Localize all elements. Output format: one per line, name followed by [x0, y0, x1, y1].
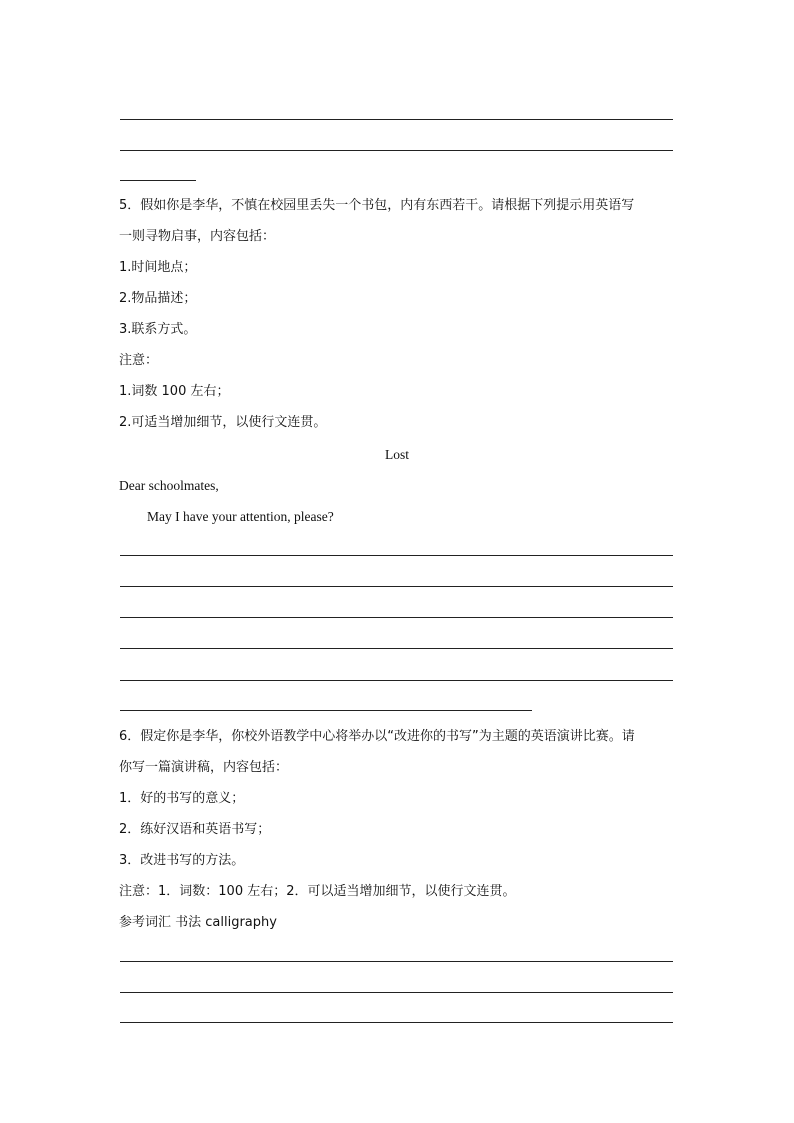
- q5-note-label: 注意：: [119, 353, 159, 368]
- answer-line: [120, 119, 673, 120]
- answer-line: [120, 150, 673, 151]
- q5-notice-title: Lost: [384, 447, 409, 462]
- q5-greeting: Dear schoolmates,: [119, 478, 219, 493]
- q6-prompt-line2: 你写一篇演讲稿，内容包括：: [119, 760, 289, 775]
- q6-reference-vocab: 参考词汇 书法 calligraphy: [119, 915, 277, 930]
- answer-line: [120, 586, 673, 587]
- q6-item-2: 2．练好汉语和英语书写；: [119, 822, 271, 837]
- q5-item-2: 2.物品描述；: [119, 291, 197, 306]
- answer-line: [120, 617, 673, 618]
- q5-item-3: 3.联系方式。: [119, 322, 197, 337]
- answer-line: [120, 555, 673, 556]
- answer-line: [120, 1022, 673, 1023]
- answer-line: [120, 680, 673, 681]
- answer-line: [120, 648, 673, 649]
- answer-line: [120, 961, 673, 962]
- q5-opening-sentence: May I have your attention, please?: [147, 509, 334, 524]
- answer-line: [120, 992, 673, 993]
- q6-item-3: 3．改进书写的方法。: [119, 853, 245, 868]
- q6-note: 注意：1．词数：100 左右；2．可以适当增加细节，以使行文连贯。: [119, 884, 516, 899]
- q6-prompt-line1: 6．假定你是李华，你校外语教学中心将举办以“改进你的书写”为主题的英语演讲比赛。请: [119, 729, 635, 744]
- q6-item-1: 1．好的书写的意义；: [119, 791, 245, 806]
- answer-line-end: [120, 710, 532, 711]
- q5-item-1: 1.时间地点；: [119, 260, 197, 275]
- answer-line-end: [120, 180, 196, 181]
- q5-note-2: 2.可适当增加细节，以使行文连贯。: [119, 415, 327, 430]
- q5-note-1: 1.词数 100 左右；: [119, 384, 230, 399]
- q5-prompt-line1: 5．假如你是李华，不慎在校园里丢失一个书包，内有东西若干。请根据下列提示用英语写: [119, 198, 635, 213]
- q5-prompt-line2: 一则寻物启事，内容包括：: [119, 229, 276, 244]
